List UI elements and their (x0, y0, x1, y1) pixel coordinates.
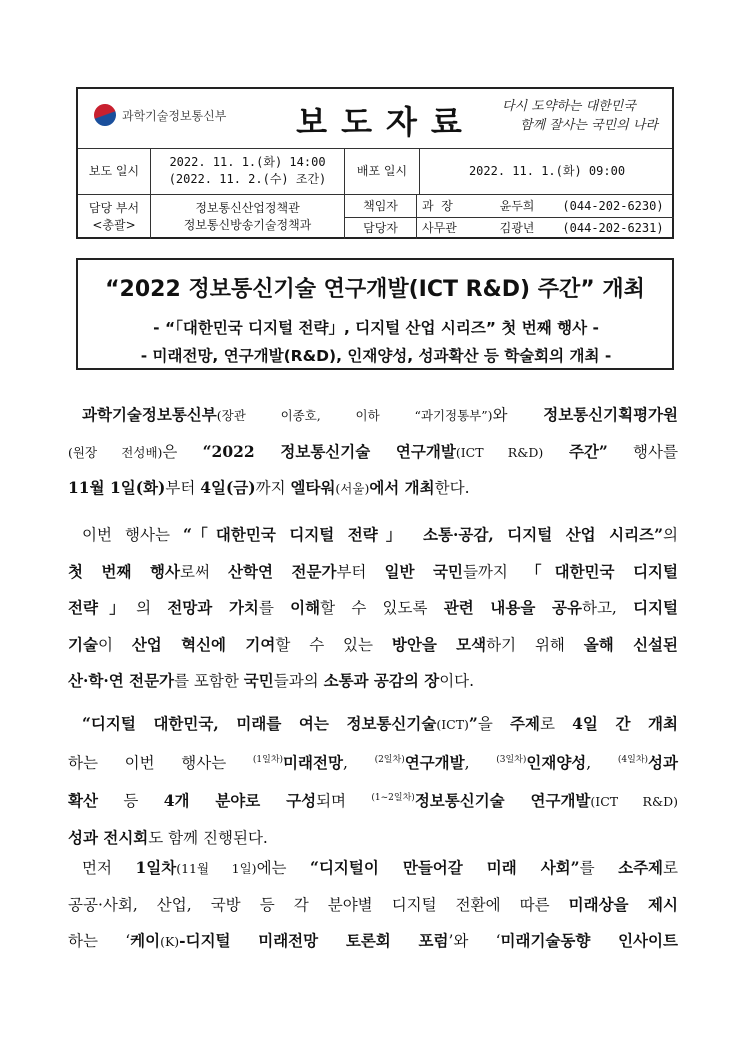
text-bold: 미래전망 (283, 752, 343, 772)
text-bold: 첫 번째 행사 (68, 561, 180, 581)
body-paragraph-4 (68, 850, 678, 960)
text: 할 수 있도록 (320, 599, 444, 617)
text-bold: 성과 전시회 (68, 827, 149, 847)
text-bold: 확산 (68, 791, 98, 810)
text-line (68, 923, 678, 960)
text-small: (K) (160, 934, 180, 949)
text-bold: 올해 신설된 (583, 634, 678, 654)
text: 하고, (581, 599, 634, 617)
text-line (68, 470, 678, 507)
role-head-label: 책임자 (363, 198, 398, 213)
distribution-label: 배포 일시 (356, 163, 408, 178)
text: 행사를 (607, 442, 678, 461)
text-line (68, 887, 678, 924)
header-banner (78, 89, 672, 149)
text-line (68, 590, 678, 627)
text: 하는 ‘ (68, 932, 131, 950)
text: 로써 (179, 562, 229, 581)
text-bold: 인재양성 (526, 752, 587, 772)
text-line (68, 627, 678, 664)
head-title: 과 장 (422, 198, 453, 213)
text: 의 (663, 526, 678, 544)
text: 을 (477, 715, 510, 733)
text-bold: 소통과 공감의 장 (323, 671, 440, 690)
government-slogan (502, 97, 670, 135)
press-release-header-table (76, 87, 674, 239)
text-bold: 정보통신기술 연구개발 (414, 791, 591, 810)
text: 이 (97, 635, 132, 654)
text-bold: 산학연 전문가 (228, 561, 337, 581)
text-line (68, 663, 678, 700)
text-bold: ” (468, 714, 478, 733)
text: 하는 이번 행사는 (68, 753, 253, 772)
text: 에는 (256, 859, 311, 877)
staff-phone: (044-202-6231) (562, 221, 664, 235)
ministry-logo (94, 104, 244, 132)
embargo-label: 보도 일시 (88, 163, 140, 178)
ministry-name: 과학기술정보통신부 (122, 109, 227, 123)
distribution-value: 2022. 11. 1.(화) 09:00 (468, 163, 626, 178)
department-label-sub: <총괄> (92, 218, 136, 232)
text: , (464, 753, 497, 772)
text-bold: 전략」 (68, 598, 137, 617)
text-bold: “디지털이 만들어갈 미래 사회” (310, 858, 580, 877)
department-label (78, 195, 150, 239)
text: 이번 행사는 (82, 526, 183, 544)
text: 한다. (434, 479, 470, 497)
text: , (586, 753, 618, 772)
text-bold: 산·학·연 전문가 (68, 671, 175, 690)
text-small: (장관 이종호, 이하 “과기정통부”) (216, 408, 493, 423)
department-2: 정보통신방송기술정책과 (183, 218, 312, 232)
text: 로 (539, 715, 573, 733)
text-bold: -디지털 미래전망 토론회 포럼 (179, 931, 449, 950)
text-bold: 11월 1일(화) (68, 478, 166, 497)
text: 하기 위해 (486, 635, 584, 654)
headline-subtitle-1: - “「대한민국 디지털 전략」, 디지털 산업 시리즈” 첫 번째 행사 - (153, 319, 599, 337)
text: 를 (579, 859, 619, 877)
text: 와 (492, 406, 544, 424)
taegeuk-icon (91, 101, 119, 129)
slogan-line-2: 함께 잘사는 국민의 나라 (520, 118, 658, 133)
text-line (68, 781, 678, 820)
text-bold: 기술 (68, 634, 98, 654)
text-bold: 성과 (648, 752, 678, 772)
text-bold: 이해 (290, 598, 321, 617)
body-paragraph-2 (68, 517, 678, 700)
text-small: (ICT R&D) (455, 444, 544, 460)
text: , (342, 753, 375, 772)
text-superscript: (1일차) (252, 754, 284, 765)
head-name: 윤두희 (499, 198, 535, 213)
embargo-time: 2022. 11. 1.(화) 14:00 (169, 155, 326, 169)
text: 먼저 (82, 859, 136, 877)
text: 들과의 (273, 672, 324, 690)
col-divider (416, 194, 417, 239)
text-bold: 연구개발 (404, 752, 465, 772)
embargo-value (151, 148, 344, 194)
text-superscript: (4일차) (617, 754, 649, 765)
text: ’와 ‘ (448, 932, 501, 950)
text-bold: “디지털 대한민국, 미래를 여는 정보통신기술 (82, 714, 437, 733)
text-bold: “2022 정보통신기술 연구개발 (202, 441, 456, 461)
text-bold: 1일차 (135, 858, 177, 877)
text-bold: 정보통신기획평가원 (543, 405, 678, 424)
text-bold: 과학기술정보통신부 (82, 405, 217, 424)
department-label-text: 담당 부서 (88, 201, 140, 215)
text-small: (11월 1일) (176, 861, 257, 876)
text-bold: 「대한민국 디지털 (525, 561, 678, 581)
text-line (68, 554, 678, 591)
text-bold: 4일(금) (200, 478, 256, 497)
text-bold: 소주제 (618, 858, 664, 877)
text-bold: 일반 국민 (384, 561, 463, 581)
text-bold: 케이 (130, 931, 161, 950)
text-bold: 방안을 모색 (391, 634, 487, 654)
text-bold: 미래상을 제시 (568, 894, 678, 914)
text-superscript: (3일차) (496, 754, 527, 765)
staff-name: 김광년 (499, 221, 535, 235)
headline-box (76, 258, 674, 370)
text-line (68, 434, 678, 471)
text: 부터 (165, 479, 201, 497)
text: 이다. (439, 672, 475, 690)
press-release-title: 보도자료 (296, 103, 476, 141)
text: 를 포함한 (174, 672, 244, 690)
text: 공공·사회, 산업, 국방 등 각 분야별 디지털 전환에 따른 (68, 895, 569, 914)
text-bold: 디지털 (633, 598, 679, 617)
head-phone: (044-202-6230) (562, 198, 664, 213)
text-bold: 에서 개최 (369, 478, 435, 497)
text-superscript: (1~2일차) (371, 793, 415, 803)
text-bold: 주간” (543, 441, 608, 461)
headline-title: “2022 정보통신기술 연구개발(ICT R&D) 주간” 개최 (105, 277, 645, 302)
text: 은 (162, 442, 203, 461)
text-line (68, 850, 678, 887)
department-1: 정보통신산업정책관 (195, 201, 300, 215)
text-bold: 주제 (509, 714, 540, 733)
text-superscript: (2일차) (374, 754, 405, 765)
text: 로 (663, 859, 678, 877)
embargo-paper: (2022. 11. 2.(수) 조간) (168, 172, 327, 186)
text-line (68, 743, 678, 782)
text-bold: 관련 내용을 공유 (443, 598, 582, 617)
text: 의 (136, 599, 168, 617)
slogan-line-1: 다시 도약하는 대한민국 (502, 99, 636, 114)
department-value (151, 195, 344, 239)
text: 되며 (316, 792, 372, 810)
text-small: (ICT) (436, 717, 469, 732)
body-paragraph-1 (68, 397, 678, 507)
text-small: (서울) (335, 481, 370, 496)
text-bold: 산업 혁신에 기여 (131, 634, 276, 654)
text: 까지 (255, 479, 291, 497)
text-small: (원장 전성배) (68, 444, 163, 460)
text: 를 (258, 599, 291, 617)
text: 부터 (336, 562, 385, 581)
text-bold: “「대한민국 디지털 전략」 소통·공감, 디지털 산업 시리즈” (183, 525, 664, 544)
text: 들까지 (462, 562, 526, 581)
role-staff-label: 담당자 (363, 221, 398, 235)
text-bold: 전망과 가치 (167, 598, 259, 617)
text-bold: 국민 (243, 671, 274, 690)
text-line (68, 397, 678, 434)
text-bold: 4개 분야로 구성 (163, 791, 317, 810)
text: 도 함께 진행된다. (148, 828, 268, 847)
text-line (68, 706, 678, 743)
text-small: (ICT R&D) (590, 794, 678, 809)
headline-subtitle-2: - 미래전망, 연구개발(R&D), 인재양성, 성과확산 등 학술회의 개최 - (140, 347, 612, 365)
text-bold: 엘타워 (290, 478, 336, 497)
staff-title: 사무관 (422, 221, 457, 235)
text-line (68, 517, 678, 554)
text: 할 수 있는 (275, 635, 392, 654)
text: 등 (97, 792, 164, 810)
body-paragraph-3 (68, 706, 678, 856)
text-bold: 4일 간 개최 (572, 714, 679, 733)
text-bold: 미래기술동향 인사이트 (500, 931, 678, 950)
